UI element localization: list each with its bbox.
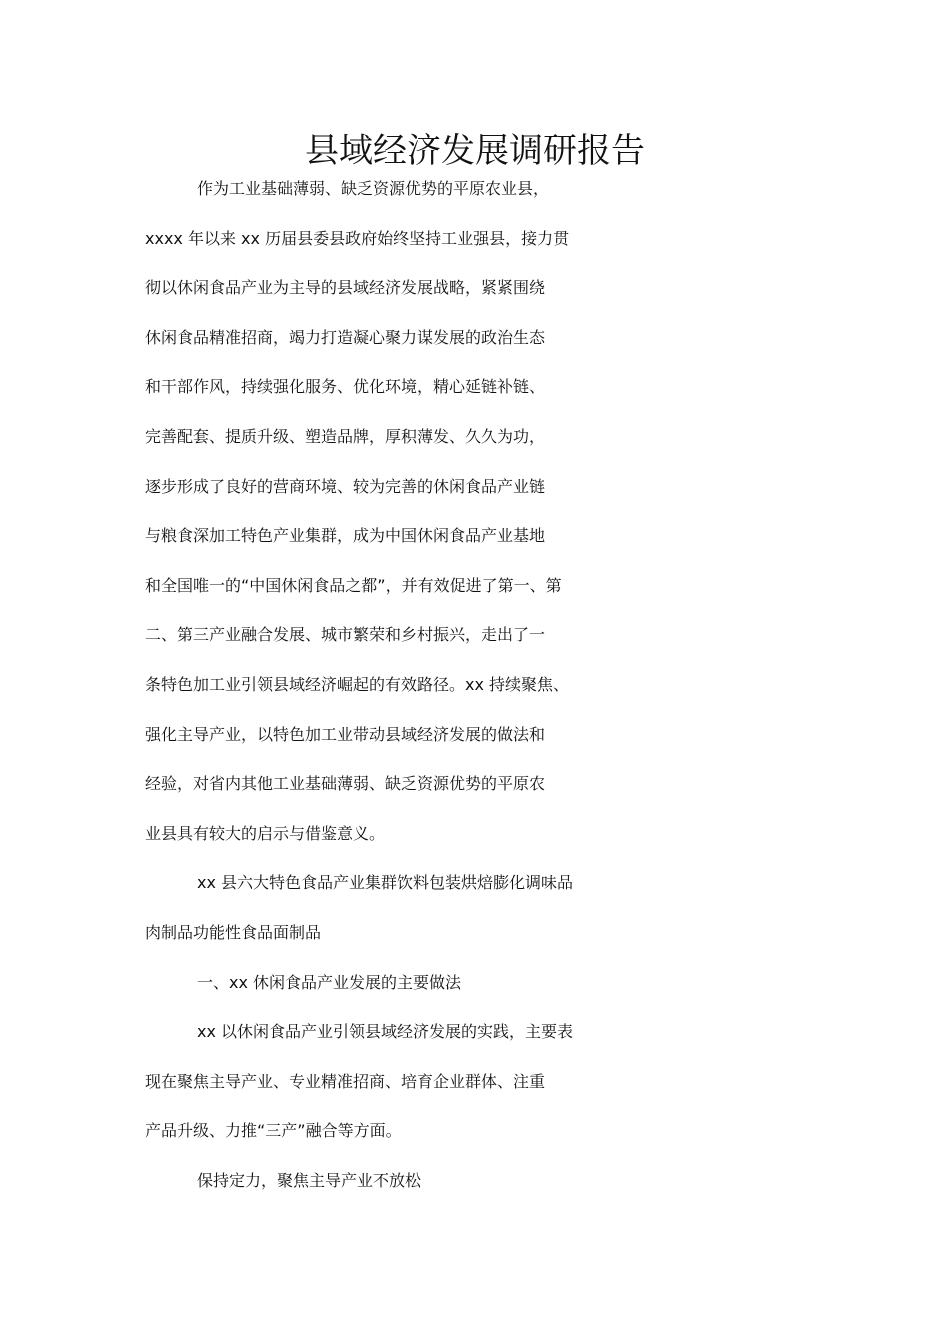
text-line: 逐步形成了良好的营商环境、较为完善的休闲食品产业链 xyxy=(145,476,546,496)
paragraph xyxy=(145,1019,835,1168)
document-body xyxy=(145,176,835,1217)
text-line: 强化主导产业，以特色加工业带动县域经济发展的做法和 xyxy=(145,724,546,744)
subsection-heading xyxy=(145,1168,835,1218)
text-line: xxxx 年以来 xx 历届县委县政府始终坚持工业强县，接力贯 xyxy=(145,228,570,248)
text-line: 完善配套、提质升级、塑造品牌，厚积薄发、久久为功， xyxy=(145,426,546,446)
text-line: 和全国唯一的“中国休闲食品之都”，并有效促进了第一、第 xyxy=(145,575,562,595)
document-title: 县域经济发展调研报告 xyxy=(305,131,645,171)
text-line: 与粮食深加工特色产业集群，成为中国休闲食品产业基地 xyxy=(145,526,546,546)
text-line: 二、第三产业融合发展、城市繁荣和乡村振兴，走出了一 xyxy=(145,625,546,645)
text-line: 现在聚焦主导产业、专业精准招商、培育企业群体、注重 xyxy=(145,1071,546,1091)
paragraph xyxy=(145,870,835,969)
section-heading xyxy=(145,970,835,1020)
text-line: 作为工业基础薄弱、缺乏资源优势的平原农业县， xyxy=(197,179,550,198)
text-line: 和干部作风，持续强化服务、优化环境，精心延链补链、 xyxy=(145,377,546,397)
text-line: 条特色加工业引领县域经济崛起的有效路径。xx 持续聚焦、 xyxy=(145,674,570,694)
text-line: xx 以休闲食品产业引领县域经济发展的实践，主要表 xyxy=(197,1022,574,1042)
text-line: 保持定力，聚焦主导产业不放松 xyxy=(197,1170,422,1190)
text-line: 经验，对省内其他工业基础薄弱、缺乏资源优势的平原农 xyxy=(145,774,546,794)
paragraph xyxy=(145,176,835,870)
text-line: 业县具有较大的启示与借鉴意义。 xyxy=(145,823,386,843)
text-line: 肉制品功能性食品面制品 xyxy=(145,922,322,942)
text-line: 产品升级、力推“三产”融合等方面。 xyxy=(145,1121,402,1141)
text-line: 彻以休闲食品产业为主导的县域经济发展战略，紧紧围绕 xyxy=(145,278,546,298)
text-line: xx 县六大特色食品产业集群饮料包装烘焙膨化调味品 xyxy=(197,873,574,893)
text-line: 休闲食品精准招商，竭力打造凝心聚力谋发展的政治生态 xyxy=(145,327,546,347)
text-line: 一、xx 休闲食品产业发展的主要做法 xyxy=(197,972,462,992)
